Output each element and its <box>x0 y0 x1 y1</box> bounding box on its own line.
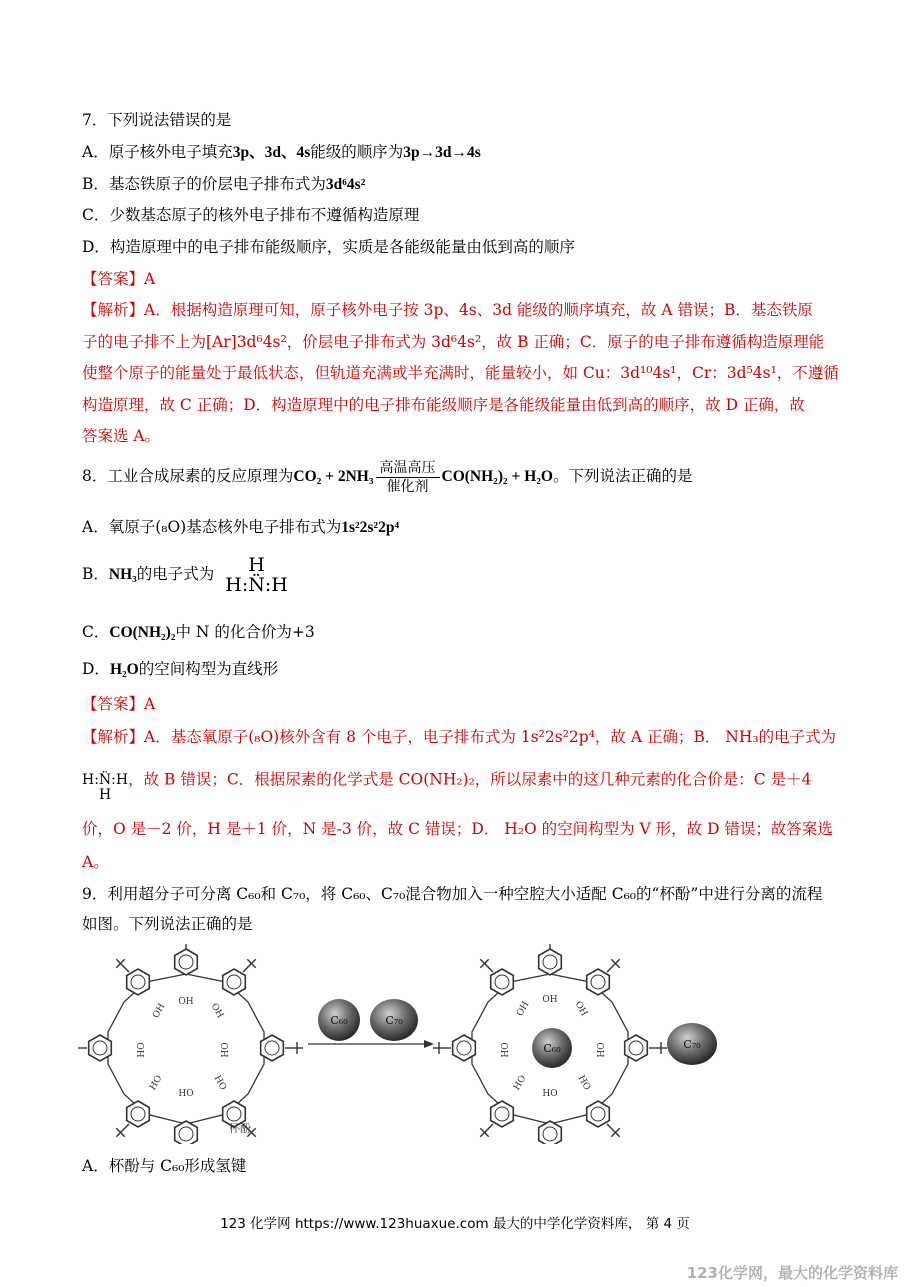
q7-option-d: D．构造原理中的电子排布能级顺序，实质是各能级能量由低到高的顺序 <box>82 238 575 256</box>
q7-option-c: C．少数基态原子的核外电子排布不遵循构造原理 <box>82 206 420 224</box>
q8-option-c-species: CO(NH₂)₂ <box>109 624 176 641</box>
q8-stem-prefix: 8．工业合成尿素的反应原理为 <box>82 467 294 485</box>
q7-option-a-order: 3p、3d、4s <box>232 144 311 161</box>
q8-analysis-line-2-text: ，故 B 错误；C．根据尿素的化学式是 CO(NH₂)₂，所以尿素中的这几种元素的化合价是：C 是＋4 <box>128 770 812 789</box>
q8-stem-suffix: 。下列说法正确的是 <box>552 467 693 485</box>
ho-label-right: HO <box>221 1042 231 1058</box>
ho-label-bottom-2: HO <box>542 1089 558 1099</box>
q8-option-d <box>82 659 278 680</box>
q8-condition-top: 高温高压 <box>376 459 440 478</box>
q7-analysis-line-5: 答案选 A。 <box>82 427 161 445</box>
q7-option-b-formula: 3d⁶4s² <box>325 176 366 193</box>
q7-stem: 7．下列说法错误的是 <box>82 111 232 129</box>
q8-option-c <box>82 622 315 643</box>
q8-option-a-formula: 1s²2s²2p⁴ <box>341 519 400 536</box>
small-estruct-bottom: H <box>98 787 112 803</box>
q8-option-d-species: H₂O <box>109 661 139 678</box>
q9-option-a: A．杯酚与 C₆₀形成氢键 <box>82 1157 247 1175</box>
ho-label-bl-2: HO <box>512 1073 529 1093</box>
ho-label-right-2: HO <box>597 1042 607 1058</box>
q7-option-a <box>82 142 481 163</box>
q7-analysis-line-3: 使整个原子的能量处于最低状态，但轨道充满或半充满时，能量较小，如 Cu：3d¹⁰4s¹，Cr：3d⁵4s¹，不遵循 <box>82 364 839 382</box>
q7-option-a-seq: 3p→3d→4s <box>403 144 481 161</box>
q7-analysis-line-1: 【解析】A．根据构造原理可知，原子核外电子按 3p、4s、3d 能级的顺序填充，故 A 错误；B．基态铁原 <box>82 301 813 319</box>
q7-answer: 【答案】A <box>82 270 156 288</box>
q8-stem <box>82 456 693 497</box>
q7-analysis-line-2: 子的电子排不上为[Ar]3d⁶4s²，价层电子排布式为 3d⁶4s²，故 B 正确；C．原子的电子排布遵循构造原理能 <box>82 333 825 351</box>
oh-label-right: OH <box>208 1001 225 1021</box>
q8-option-b <box>82 552 288 597</box>
estruct-mid: H:N̈:H <box>225 574 288 596</box>
small-estruct-top: H:N̈:H <box>82 772 129 788</box>
q8-option-d-suffix: 的空间构型为直线形 <box>138 660 279 678</box>
ho-label-left: HO <box>137 1042 147 1058</box>
q8-analysis-line-2 <box>82 758 811 803</box>
c70-separated-label: C₇₀ <box>683 1038 701 1051</box>
c60-ball-label: C₆₀ <box>330 1014 348 1027</box>
q9-stem-line-1: 9．利用超分子可分离 C₆₀和 C₇₀，将 C₆₀、C₇₀混合物加入一种空腔大小适配 C₆₀的“杯酚”中进行分离的流程 <box>82 885 823 903</box>
nh3-electron-structure <box>225 555 288 595</box>
oh-label-left: OH <box>151 1001 168 1021</box>
ho-label-left-2: HO <box>501 1042 511 1058</box>
q8-reactants: CO₂ + 2NH₃ <box>293 468 374 485</box>
q8-answer: 【答案】A <box>82 695 156 713</box>
ho-label-bottom: HO <box>178 1089 194 1099</box>
q8-analysis-line-1: 【解析】A．基态氧原子(₈O)核外含有 8 个电子，电子排布式为 1s²2s²2p⁴，故 A 正确；B． NH₃的电子式为 <box>82 728 837 746</box>
q8-analysis-line-3: 价，O 是－2 价，H 是＋1 价，N 是-3 价，故 C 错误；D． H₂O 的空间构型为 V 形，故 D 错误；故答案选 <box>82 820 833 838</box>
q8-analysis-line-4: A。 <box>82 853 109 871</box>
q8-reaction-condition <box>376 459 440 496</box>
q7-option-a-mid: 能级的顺序为 <box>310 143 404 161</box>
oh-label-left-2: OH <box>515 999 532 1019</box>
q7-option-b <box>82 174 365 195</box>
ho-label-bl: HO <box>148 1073 165 1093</box>
q8-option-b-species: NH₃ <box>108 566 137 583</box>
q7-option-b-prefix: B．基态铁原子的价层电子排布式为 <box>82 175 326 193</box>
ho-label-br: HO <box>211 1073 228 1093</box>
q8-option-c-suffix: 中 N 的化合价为+3 <box>175 623 315 641</box>
calixarene-separation-figure <box>78 944 798 1144</box>
q8-option-a-prefix: A．氧原子(₈O)基态核外电子排布式为 <box>82 518 342 536</box>
watermark: 123化学网，最大的化学资料库 <box>686 1264 898 1282</box>
q9-stem-line-2: 如图。下列说法正确的是 <box>82 915 253 933</box>
c70-ball-label: C₇₀ <box>385 1014 403 1027</box>
arrow-head <box>424 1040 434 1048</box>
q7-option-a-prefix: A．原子核外电子填充 <box>82 143 233 161</box>
q8-option-b-mid: 的电子式为 <box>136 565 215 583</box>
q8-option-d-prefix: D． <box>82 660 110 678</box>
oh-label-top-2: OH <box>542 995 558 1005</box>
estruct-top-h: H <box>248 554 265 576</box>
q8-products: CO(NH₂)₂ + H₂O <box>441 468 553 485</box>
q8-option-c-prefix: C． <box>82 623 110 641</box>
calixarene-label: 杯酚 <box>229 1122 251 1135</box>
q8-condition-bottom: 催化剂 <box>386 478 429 495</box>
q8-option-b-prefix: B． <box>82 565 109 583</box>
q7-analysis-line-4: 构造原理，故 C 正确；D．构造原理中的电子排布能级顺序是各能级能量由低到高的顺序，故 D 正确，故 <box>82 396 805 414</box>
ho-label-br-2: HO <box>575 1073 592 1093</box>
nh3-electron-structure-small <box>82 758 128 803</box>
c60-in-cavity-label: C₆₀ <box>543 1042 561 1055</box>
oh-label-top: OH <box>178 997 194 1007</box>
q8-option-a <box>82 517 399 538</box>
page-footer: 123 化学网 https://www.123huaxue.com 最大的中学化学资料库， 第 4 页 <box>220 1216 690 1232</box>
oh-label-right-2: OH <box>572 999 589 1019</box>
